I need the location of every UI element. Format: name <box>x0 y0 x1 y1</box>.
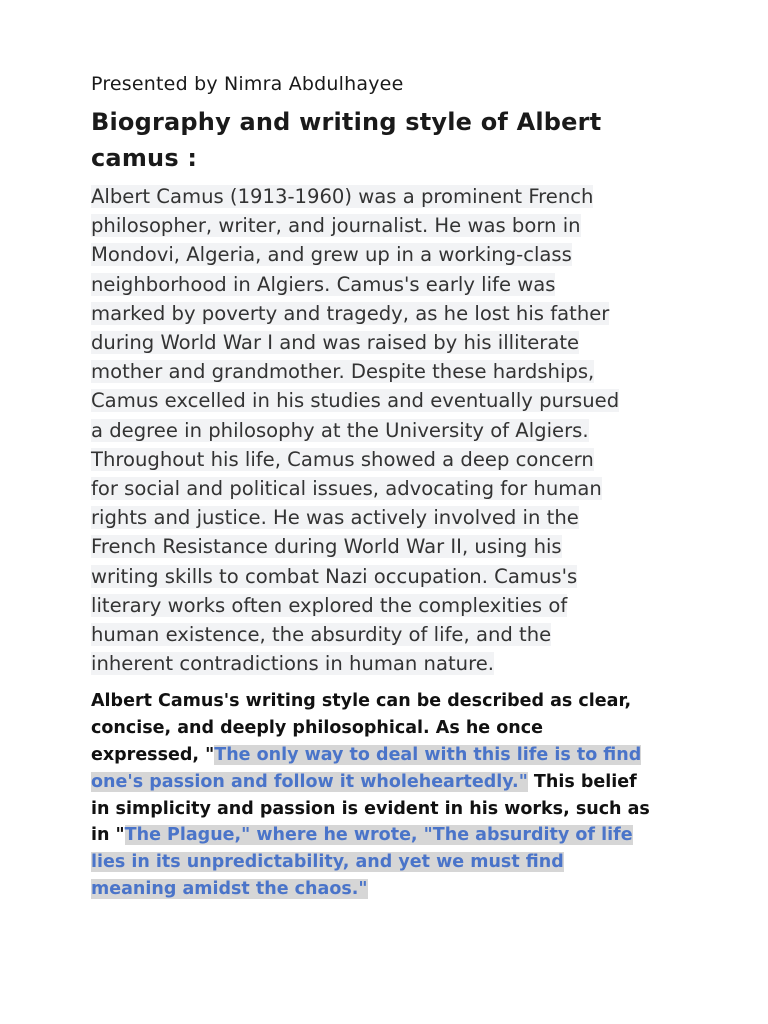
style-line: concise, and deeply philosophical. As he once <box>91 718 543 739</box>
bio-line: neighborhood in Algiers. Camus's early life was <box>91 272 556 296</box>
style-text: This belief <box>527 771 637 792</box>
biography-paragraph <box>91 182 691 678</box>
title-line: Biography and writing style of Albert <box>91 108 602 136</box>
style-line: Albert Camus's writing style can be described as clear, <box>91 691 632 712</box>
bio-line: a degree in philosophy at the University of Algiers. <box>91 418 589 442</box>
writing-style-paragraph <box>91 688 691 902</box>
highlighted-quote: meaning amidst the chaos." <box>91 879 368 900</box>
style-line <box>91 822 691 849</box>
highlighted-quote: one's passion and follow it wholeheartedly." <box>91 771 528 792</box>
style-line <box>91 876 691 903</box>
highlighted-quote: lies in its unpredictability, and yet we must find <box>91 852 564 873</box>
bio-line: French Resistance during World War II, using his <box>91 535 562 559</box>
style-text: expressed, " <box>91 745 215 766</box>
style-line <box>91 769 691 796</box>
bio-line: for social and political issues, advocating for human <box>91 477 602 501</box>
bio-line: Mondovi, Algeria, and grew up in a working-class <box>91 243 572 267</box>
bio-line: philosopher, writer, and journalist. He was born in <box>91 214 581 238</box>
bio-line: Throughout his life, Camus showed a deep concern <box>91 447 594 471</box>
presenter-credit: Presented by Nimra Abdulhayee <box>91 73 404 95</box>
bio-line: Albert Camus (1913-1960) was a prominent French <box>91 185 594 208</box>
bio-line: inherent contradictions in human nature. <box>91 652 494 676</box>
bio-line: literary works often explored the complexities of <box>91 593 568 617</box>
bio-line: mother and grandmother. Despite these hardships, <box>91 360 595 384</box>
title-line: camus : <box>91 144 198 172</box>
bio-line: marked by poverty and tragedy, as he lost his father <box>91 301 610 325</box>
bio-line: during World War I and was raised by his illiterate <box>91 331 580 355</box>
bio-line: writing skills to combat Nazi occupation. Camus's <box>91 564 578 588</box>
bio-line: rights and justice. He was actively involved in the <box>91 506 579 530</box>
style-text: in " <box>91 825 125 846</box>
bio-line: Camus excelled in his studies and eventually pursued <box>91 389 620 413</box>
style-line <box>91 849 691 876</box>
document-title <box>91 104 691 176</box>
highlighted-quote: The only way to deal with this life is to find <box>214 745 642 766</box>
document-page <box>91 70 691 903</box>
style-line <box>91 742 691 769</box>
highlighted-quote: The Plague," where he wrote, "The absurdity of life <box>124 825 633 846</box>
bio-line: human existence, the absurdity of life, and the <box>91 623 552 647</box>
style-line: in simplicity and passion is evident in his works, such as <box>91 798 650 819</box>
